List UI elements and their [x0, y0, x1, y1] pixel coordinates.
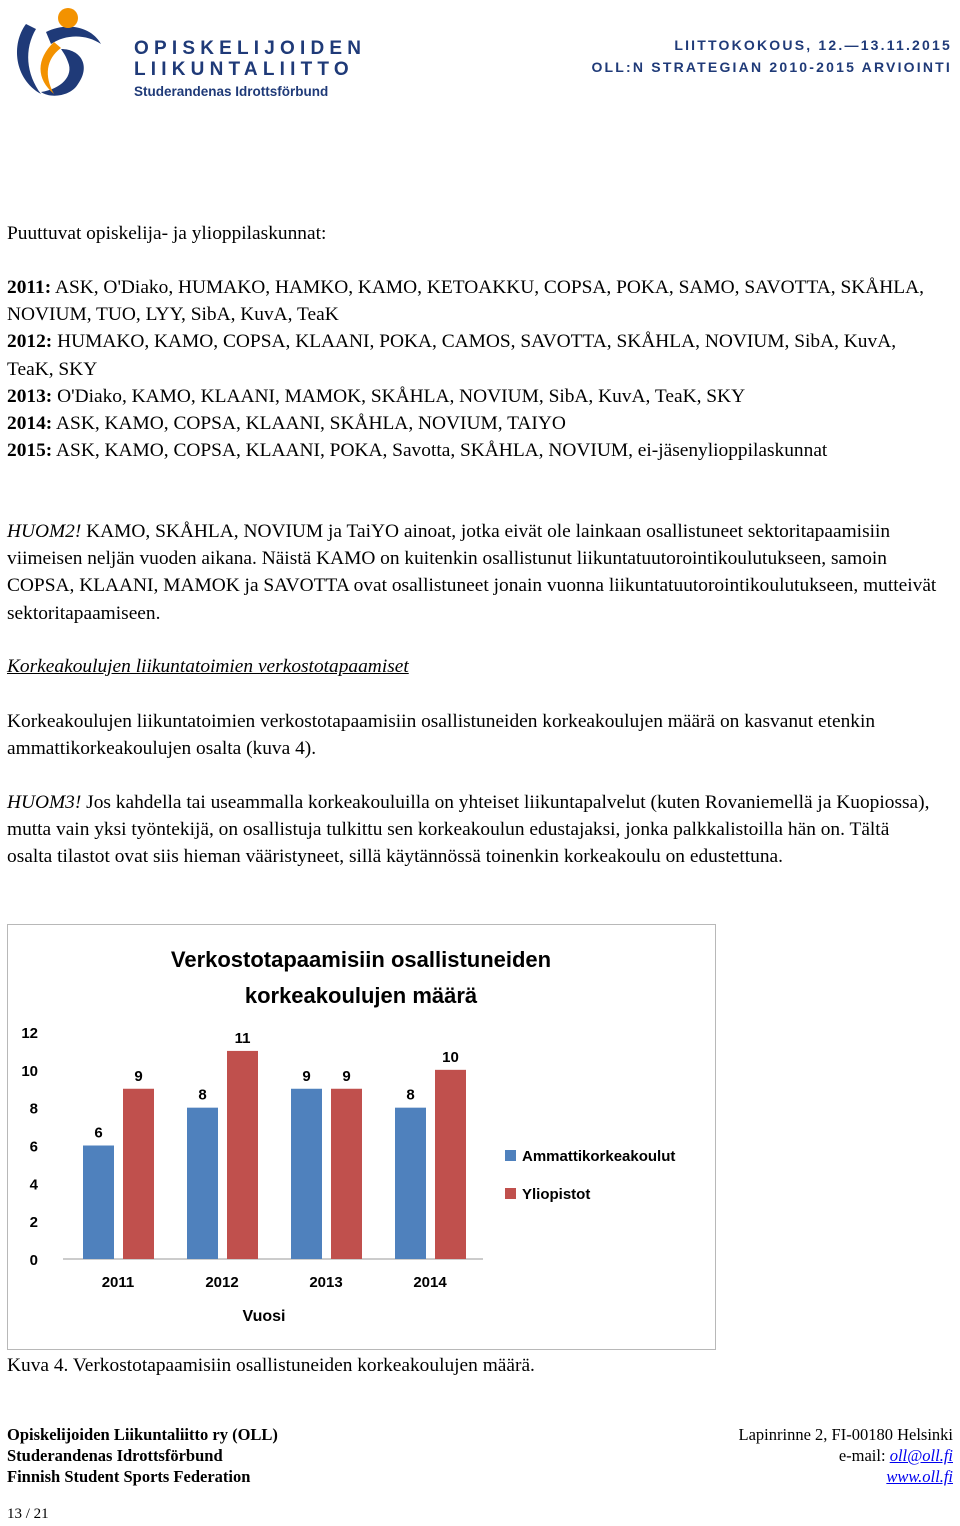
y-tick-label: 6	[29, 1138, 38, 1156]
data-label: 8	[406, 1086, 415, 1104]
year-label: 2011:	[7, 277, 52, 298]
x-axis-label: Vuosi	[242, 1308, 286, 1325]
bar-chart	[8, 925, 715, 1349]
meeting-title: LIITTOKOKOUS, 12.—13.11.2015	[674, 37, 952, 53]
year-text: O'Diako, KAMO, KLAANI, MAMOK, SKÅHLA, NOVIUM, SibA, KuvA, TeaK, SKY	[52, 385, 746, 407]
x-tick-label: 2014	[413, 1274, 447, 1291]
note-text: KAMO, SKÅHLA, NOVIUM ja TaiYO ainoat, jotka eivät ole lainkaan osallistuneet sektoritapaamisiin viimeisen neljän vuoden aikana. Näistä KAMO on kuitenkin osallistunut liikuntatuutorointikoulutukseen, samoin COPSA, KLAANI, MAMOK ja SAVOTTA ovat osallistuneet jonain vuonna liikuntatuutorointikoulutukseen, mutteivät sektoritapaamiseen.	[7, 521, 937, 624]
section-text: Korkeakoulujen liikuntatoimien verkostotapaamisiin osallistuneiden korkeakoulujen määrä on kasvanut etenkin ammattikorkeakoulujen osalta (kuva 4).	[7, 711, 876, 760]
data-label: 9	[302, 1067, 311, 1085]
footer-contact	[739, 1424, 953, 1487]
chart-frame	[7, 924, 716, 1350]
year-row	[7, 410, 937, 437]
oll-logo-mark	[6, 4, 116, 102]
year-label: 2013:	[7, 385, 53, 407]
chart-title: Verkostotapaamisiin osallistuneiden	[170, 947, 552, 972]
note-label: HUOM3!	[7, 792, 82, 813]
data-label: 9	[342, 1067, 351, 1085]
y-tick-label: 12	[21, 1025, 38, 1042]
y-tick-label: 8	[29, 1100, 38, 1118]
document-subtitle: OLL:N STRATEGIAN 2010-2015 ARVIOINTI	[591, 59, 952, 75]
logo-text	[134, 38, 367, 102]
bar-yliopistot	[227, 1051, 258, 1259]
section-heading	[7, 653, 937, 680]
data-label: 11	[234, 1029, 251, 1047]
y-tick-label: 10	[21, 1062, 38, 1080]
footer-address: Lapinrinne 2, FI-00180 Helsinki	[738, 1425, 953, 1444]
year-text: HUMAKO, KAMO, COPSA, KLAANI, POKA, CAMOS, SAVOTTA, SKÅHLA, NOVIUM, SibA, KuvA, TeaK, SKY	[7, 331, 897, 380]
x-tick-label: 2013	[309, 1274, 343, 1291]
year-row	[7, 274, 937, 328]
note-2	[7, 518, 937, 627]
year-row	[7, 383, 937, 410]
logo-line-2: LIIKUNTALIITTO	[134, 59, 354, 80]
footer-web-link[interactable]: www.oll.fi	[886, 1467, 953, 1486]
year-label: 2012:	[7, 331, 53, 353]
footer-email-label: e-mail:	[838, 1446, 890, 1465]
bar-ammattikorkeakoulut	[395, 1108, 426, 1259]
intro-text: Puuttuvat opiskelija- ja ylioppilaskunnat:	[7, 223, 327, 244]
section-heading-text: Korkeakoulujen liikuntatoimien verkostotapaamiset	[7, 656, 409, 677]
year-label: 2015:	[7, 440, 53, 462]
bar-yliopistot	[123, 1089, 154, 1259]
bar-ammattikorkeakoulut	[83, 1146, 114, 1260]
data-label: 6	[94, 1124, 103, 1142]
legend-label: Ammattikorkeakoulut	[522, 1148, 676, 1165]
legend-swatch	[505, 1150, 516, 1161]
year-text: ASK, KAMO, COPSA, KLAANI, POKA, Savotta, SKÅHLA, NOVIUM, ei-jäsenylioppilaskunnat	[52, 440, 828, 462]
chart-title: korkeakoulujen määrä	[244, 983, 478, 1008]
footer-web-row	[739, 1466, 953, 1487]
header-meta	[591, 34, 952, 78]
logo	[6, 4, 367, 104]
footer-email-link[interactable]: oll@oll.fi	[889, 1446, 953, 1465]
footer-org-fi: Opiskelijoiden Liikuntaliitto ry (OLL)	[7, 1425, 278, 1444]
footer-org-en: Finnish Student Sports Federation	[7, 1467, 251, 1486]
y-tick-label: 4	[29, 1176, 38, 1194]
note-text: Jos kahdella tai useammalla korkeakouluilla on yhteiset liikuntapalvelut (kuten Rovaniemellä ja Kuopiossa), mutta vain yksi työntekijä, on osallistuja tulkittu sen korkeakoulun edustajaksi, jonka palkkalistoilla hän on. Tältä osalta tilastot ovat siis hieman vääristyneet, sillä käytännössä toinenkin korkeakoulu on edustettuna.	[7, 792, 930, 868]
bar-yliopistot	[331, 1089, 362, 1259]
y-tick-label: 2	[29, 1214, 38, 1232]
logo-line-3: Studerandenas Idrottsförbund	[134, 84, 329, 99]
figure-caption: Kuva 4. Verkostotapaamisiin osallistuneiden korkeakoulujen määrä.	[7, 1355, 535, 1376]
bar-yliopistot	[435, 1070, 466, 1259]
year-text: ASK, KAMO, COPSA, KLAANI, SKÅHLA, NOVIUM, TAIYO	[52, 413, 566, 435]
x-tick-label: 2011	[101, 1274, 135, 1291]
legend-swatch	[505, 1188, 516, 1199]
bar-ammattikorkeakoulut	[187, 1108, 218, 1259]
logo-line-1: OPISKELIJOIDEN	[134, 38, 367, 59]
page-number: 13 / 21	[7, 1506, 49, 1522]
missing-unions-list	[7, 274, 937, 464]
y-tick-label: 0	[29, 1252, 38, 1269]
note-label: HUOM2!	[7, 521, 82, 542]
footer-org	[7, 1424, 278, 1487]
footer-org-sv: Studerandenas Idrottsförbund	[7, 1446, 223, 1465]
bar-ammattikorkeakoulut	[291, 1089, 322, 1259]
year-row	[7, 437, 937, 464]
year-text: ASK, O'Diako, HUMAKO, HAMKO, KAMO, KETOAKKU, COPSA, POKA, SAMO, SAVOTTA, SKÅHLA, NOVIUM, TUO, LYY, SibA, KuvA, TeaK	[7, 277, 924, 326]
x-tick-label: 2012	[205, 1274, 239, 1291]
data-label: 8	[198, 1086, 207, 1104]
legend-label: Yliopistot	[522, 1186, 591, 1203]
year-row	[7, 328, 937, 382]
footer-email-row	[739, 1445, 953, 1466]
data-label: 10	[442, 1048, 459, 1066]
year-label: 2014:	[7, 413, 53, 435]
data-label: 9	[134, 1067, 143, 1085]
note-3	[7, 789, 937, 871]
